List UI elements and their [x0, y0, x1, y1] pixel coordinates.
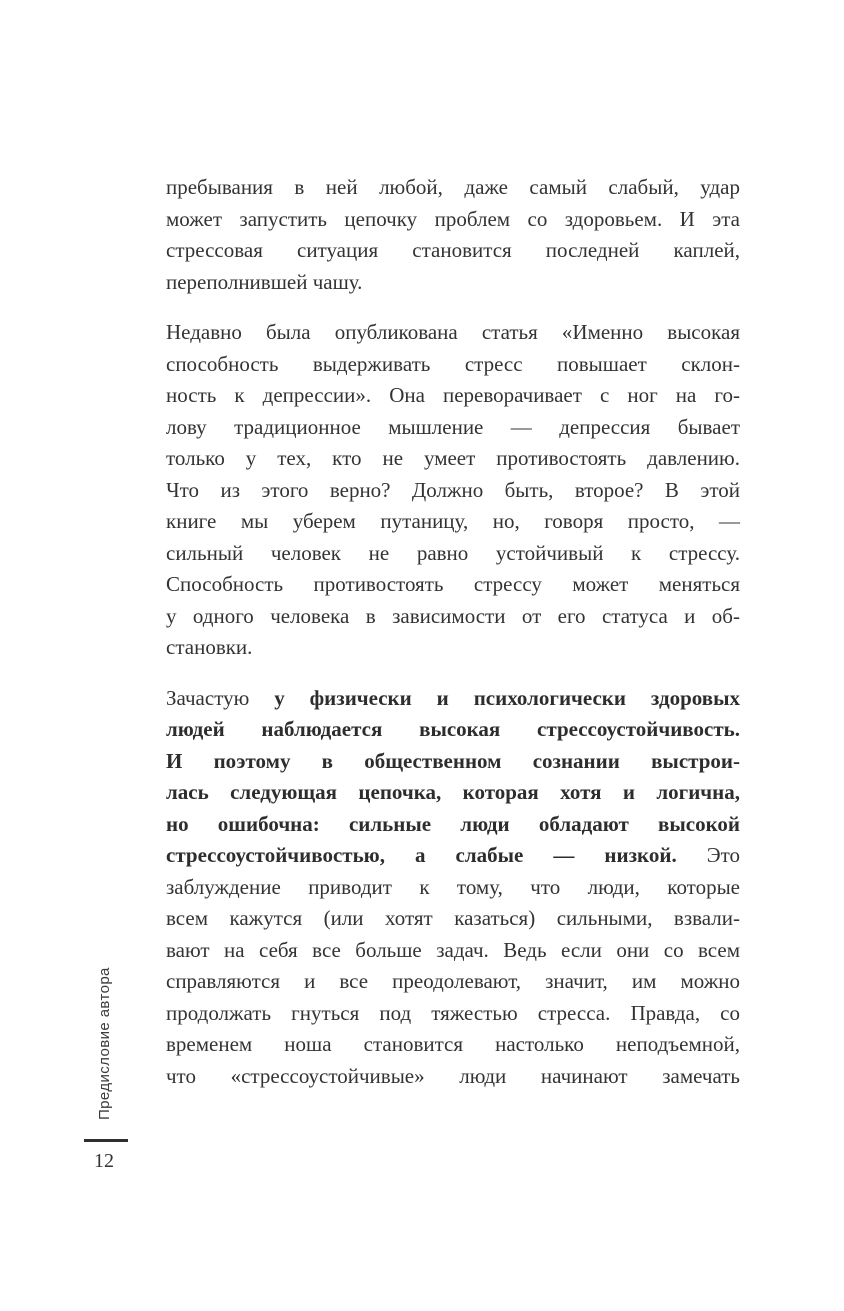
text-segment: Это: [676, 843, 740, 867]
bold-text-segment: стрессоустойчивостью, а слабые — низкой.: [166, 843, 677, 867]
bold-text-segment: людей наблюдается высокая стрессоустойчивость.: [166, 717, 740, 741]
text-line: [166, 1029, 740, 1061]
text-segment: становки.: [166, 635, 253, 659]
text-segment: лову традиционное мышление — депрессия бывает: [166, 414, 740, 439]
page-number: 12: [94, 1150, 114, 1172]
text-line: [166, 809, 740, 841]
text-line: [166, 380, 740, 412]
text-line: [166, 872, 740, 904]
footer-rule: [84, 1139, 128, 1142]
text-segment: ность к депрессии». Она переворачивает с ног на го-: [166, 383, 740, 407]
text-line: [166, 172, 740, 204]
text-line: [166, 777, 740, 809]
text-segment: переполнившей чашу.: [166, 269, 363, 294]
chapter-sidebar-label: Предисловие автора: [96, 967, 113, 1120]
text-line: [166, 443, 740, 475]
text-segment: временем ноша становится настолько неподъемной,: [166, 1032, 740, 1056]
text-segment: книге мы уберем путаницу, но, говоря просто, —: [166, 509, 740, 533]
text-line: [166, 317, 740, 349]
text-line: [166, 412, 740, 444]
text-segment: Способность противостоять стрессу может меняться: [166, 572, 740, 596]
text-segment: Недавно была опубликована статья «Именно высокая: [166, 320, 740, 344]
text-line: [166, 998, 740, 1030]
text-line: [166, 1061, 740, 1093]
text-line: [166, 746, 740, 778]
paragraph: [166, 683, 740, 1093]
text-segment: способность выдерживать стресс повышает склон-: [166, 351, 740, 376]
text-segment: стрессовая ситуация становится последней каплей,: [166, 238, 740, 262]
text-segment: что «стрессоустойчивые» люди начинают замечать: [166, 1063, 740, 1088]
paragraph: [166, 172, 740, 298]
text-segment: сильный человек не равно устойчивый к стрессу.: [166, 540, 740, 565]
text-segment: справляются и все преодолевают, значит, им можно: [166, 969, 740, 993]
text-segment: продолжать гнуться под тяжестью стресса. Правда, со: [166, 1000, 740, 1025]
bold-text-segment: лась следующая цепочка, которая хотя и логична,: [166, 780, 740, 804]
text-segment: заблуждение приводит к тому, что люди, которые: [166, 874, 740, 899]
paragraph: [166, 317, 740, 664]
text-line: [166, 840, 740, 872]
text-line: [166, 538, 740, 570]
page-text: [166, 172, 740, 1092]
text-line: [166, 235, 740, 267]
bold-text-segment: И поэтому в общественном сознании выстрои-: [166, 748, 740, 773]
text-segment: вают на себя все больше задач. Ведь если они со всем: [166, 937, 740, 962]
bold-text-segment: у физически и психологически здоровых: [274, 685, 740, 710]
text-segment: всем кажутся (или хотят казаться) сильными, взвали-: [166, 906, 740, 930]
text-line: [166, 204, 740, 236]
text-line: [166, 903, 740, 935]
text-line: [166, 714, 740, 746]
text-line: [166, 935, 740, 967]
text-line: [166, 569, 740, 601]
text-segment: может запустить цепочку проблем со здоровьем. И эта: [166, 206, 740, 231]
text-segment: у одного человека в зависимости от его статуса и об-: [166, 603, 740, 628]
text-line: [166, 632, 740, 664]
text-line: [166, 349, 740, 381]
bold-text-segment: но ошибочна: сильные люди обладают высокой: [166, 811, 740, 836]
text-line: [166, 475, 740, 507]
text-line: [166, 966, 740, 998]
text-line: [166, 683, 740, 715]
text-segment: только у тех, кто не умеет противостоять давлению.: [166, 446, 740, 470]
text-line: [166, 267, 740, 299]
text-line: [166, 601, 740, 633]
text-segment: Зачастую: [166, 685, 275, 710]
text-segment: пребывания в ней любой, даже самый слабый, удар: [166, 175, 740, 199]
text-segment: Что из этого верно? Должно быть, второе? В этой: [166, 477, 740, 502]
text-line: [166, 506, 740, 538]
